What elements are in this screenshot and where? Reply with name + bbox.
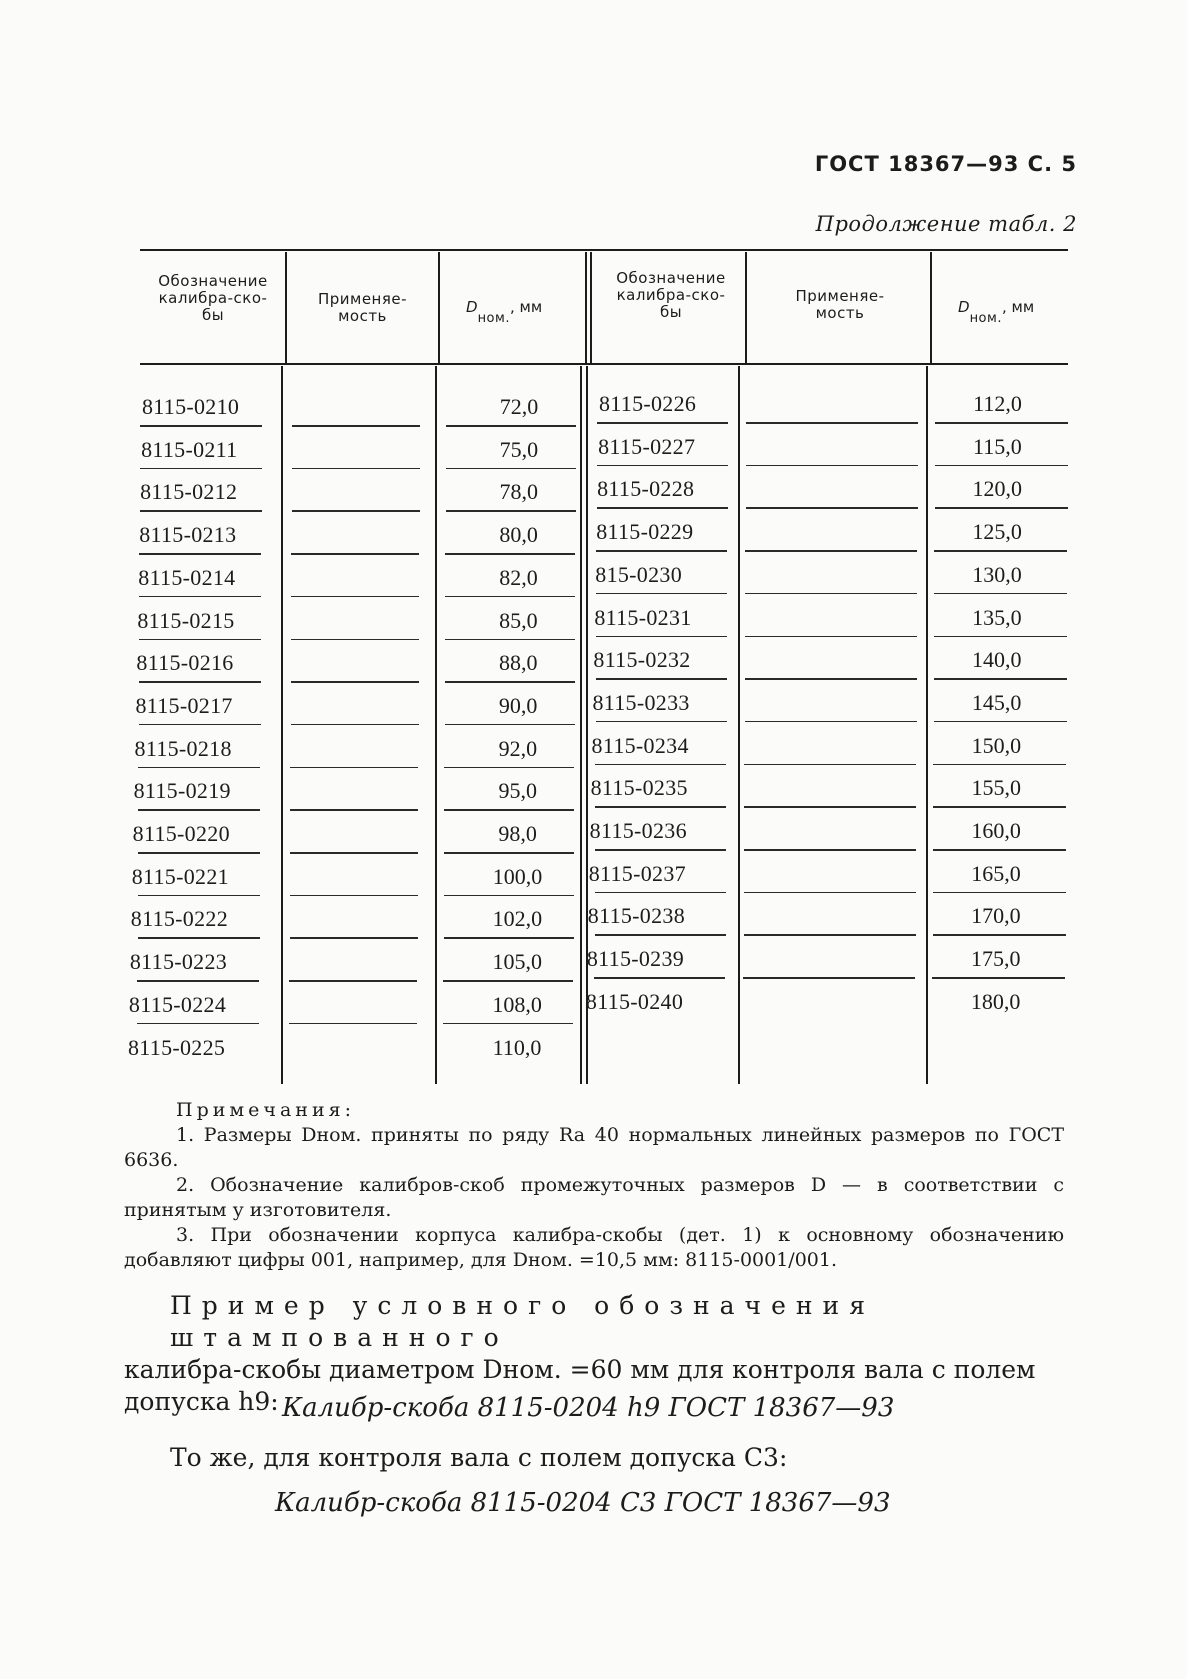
row-rule — [935, 507, 1068, 509]
row-rule — [137, 1023, 259, 1025]
col-divider-double — [580, 366, 582, 1084]
row-rule — [934, 721, 1067, 723]
example-line: калибра-скобы диаметром Dном. =60 мм для контроля вала с полем — [124, 1355, 1036, 1384]
cell-code: 8115-0219 — [133, 778, 231, 804]
cell-code: 8115-0231 — [594, 604, 692, 630]
header-designation: Обозначение калибра-ско- бы — [616, 269, 726, 321]
row-rule — [934, 678, 1067, 680]
header-applicability: Применяе- мость — [317, 290, 408, 325]
designation-h9: Калибр-скоба 8115-0204 h9 ГОСТ 18367—93 — [282, 1393, 895, 1423]
example-same-text: То же, для контроля вала с полем допуска C3: — [170, 1443, 788, 1472]
cell-d-nominal: 95,0 — [498, 778, 538, 804]
row-rule — [596, 636, 727, 638]
cell-code: 815-0230 — [595, 561, 682, 587]
cell-d-nominal: 160,0 — [971, 818, 1021, 843]
row-rule — [291, 553, 419, 555]
cell-d-nominal: 125,0 — [972, 519, 1022, 545]
row-rule — [292, 468, 420, 470]
row-rule — [595, 764, 726, 766]
cell-code: 8115-0232 — [593, 647, 691, 673]
row-rule — [744, 764, 916, 766]
cell-d-nominal: 102,0 — [492, 906, 543, 932]
row-rule — [444, 767, 574, 769]
cell-code: 8115-0237 — [588, 860, 686, 886]
cell-d-nominal: 140,0 — [971, 647, 1022, 673]
cell-code: 8115-0233 — [592, 689, 690, 715]
row-rule — [138, 937, 260, 939]
row-rule — [596, 721, 727, 723]
cell-d-nominal: 75,0 — [499, 436, 539, 462]
cell-code: 8115-0215 — [137, 607, 235, 633]
cell-code: 8115-0222 — [130, 906, 229, 932]
col-divider — [926, 366, 928, 1084]
row-rule — [290, 767, 418, 769]
row-rule — [595, 806, 726, 808]
row-rule — [745, 678, 917, 680]
row-rule — [935, 465, 1068, 467]
cell-code: 8115-0210 — [142, 394, 240, 419]
cell-d-nominal: 135,0 — [972, 604, 1022, 630]
cell-code: 8115-0212 — [140, 479, 238, 505]
cell-code: 8115-0238 — [587, 903, 686, 929]
row-rule — [291, 724, 419, 726]
row-rule — [138, 809, 260, 811]
row-rule — [933, 806, 1066, 808]
table-caption: Продолжение табл. 2 — [815, 212, 1077, 236]
cell-code: 8115-0239 — [586, 946, 685, 972]
col-divider — [281, 366, 283, 1084]
row-rule — [139, 681, 261, 683]
row-rule — [934, 593, 1067, 595]
header-d-nominal: Dном., мм — [958, 298, 1035, 326]
example-line: допуска h9: — [124, 1387, 279, 1416]
row-rule — [595, 892, 726, 894]
cell-d-nominal: 155,0 — [971, 775, 1022, 801]
header-bottom-rule — [140, 363, 1068, 365]
note-item: 2. Обозначение калибров-скоб промежуточных размеров D — в соответствии с принятым у изготовителя. — [124, 1174, 1064, 1221]
row-rule — [290, 937, 418, 939]
col-divider-double — [586, 366, 588, 1084]
row-rule — [443, 1023, 573, 1025]
cell-code: 8115-0223 — [129, 949, 228, 975]
row-rule — [595, 849, 726, 851]
cell-d-nominal: 112,0 — [973, 391, 1022, 416]
row-rule — [289, 980, 417, 982]
row-rule — [934, 636, 1067, 638]
table-top-rule — [140, 249, 1068, 251]
row-rule — [935, 422, 1068, 424]
col-divider-double — [585, 252, 587, 363]
note-item: 3. При обозначении корпуса калибра-скобы (дет. 1) к основному обозначению добавляют цифры 001, например, для Dном. =10,5 мм: 8115-0001/001. — [124, 1224, 1064, 1271]
notes-title: Примечания: — [176, 1099, 356, 1121]
cell-code: 8115-0216 — [136, 650, 234, 676]
cell-code: 8115-0227 — [598, 433, 696, 459]
header-designation: Обозначение калибра-ско- бы — [158, 272, 268, 324]
row-rule — [139, 724, 261, 726]
cell-code: 8115-0225 — [128, 1034, 226, 1060]
cell-code: 8115-0235 — [590, 775, 688, 801]
cell-d-nominal: 92,0 — [498, 735, 538, 761]
row-rule — [138, 895, 260, 897]
row-rule — [290, 852, 418, 854]
col-divider — [438, 252, 440, 363]
cell-d-nominal: 72,0 — [499, 394, 539, 419]
row-rule — [597, 422, 728, 424]
row-rule — [746, 507, 918, 509]
row-rule — [932, 977, 1065, 979]
col-divider — [285, 252, 287, 363]
row-rule — [744, 849, 916, 851]
row-rule — [291, 639, 419, 641]
row-rule — [934, 550, 1067, 552]
cell-d-nominal: 98,0 — [498, 821, 537, 846]
row-rule — [743, 977, 915, 979]
row-rule — [445, 724, 575, 726]
row-rule — [290, 809, 418, 811]
cell-code: 8115-0226 — [599, 391, 697, 416]
cell-d-nominal: 145,0 — [971, 689, 1022, 715]
col-divider — [435, 366, 437, 1084]
cell-d-nominal: 130,0 — [972, 561, 1022, 587]
row-rule — [745, 550, 917, 552]
row-rule — [289, 1023, 417, 1025]
row-rule — [445, 553, 575, 555]
cell-d-nominal: 115,0 — [973, 433, 1022, 459]
row-rule — [444, 937, 574, 939]
row-rule — [444, 809, 574, 811]
cell-code: 8115-0224 — [128, 991, 227, 1017]
cell-d-nominal: 80,0 — [499, 522, 538, 548]
cell-code: 8115-0214 — [138, 564, 236, 590]
cell-code: 8115-0229 — [596, 519, 694, 545]
row-rule — [446, 425, 576, 427]
row-rule — [933, 934, 1066, 936]
cell-d-nominal: 88,0 — [498, 650, 538, 676]
cell-code: 8115-0228 — [597, 476, 695, 502]
notes — [124, 1098, 1064, 1273]
row-rule — [597, 507, 728, 509]
row-rule — [445, 639, 575, 641]
cell-d-nominal: 78,0 — [499, 479, 538, 505]
row-rule — [746, 422, 918, 424]
row-rule — [291, 681, 419, 683]
row-rule — [138, 767, 260, 769]
row-rule — [292, 510, 420, 512]
cell-code: 8115-0220 — [132, 821, 230, 846]
note-item: 1. Размеры Dном. приняты по ряду Ra 40 нормальных линейных размеров по ГОСТ 6636. — [124, 1124, 1064, 1171]
col-divider — [745, 252, 747, 363]
row-rule — [292, 425, 420, 427]
cell-code: 8115-0240 — [585, 988, 684, 1014]
cell-d-nominal: 165,0 — [971, 860, 1021, 886]
row-rule — [139, 596, 261, 598]
row-rule — [594, 977, 725, 979]
cell-d-nominal: 110,0 — [492, 1034, 542, 1060]
row-rule — [745, 593, 917, 595]
row-rule — [744, 892, 916, 894]
col-divider-double — [590, 252, 592, 363]
cell-d-nominal: 175,0 — [971, 946, 1021, 972]
row-rule — [140, 510, 262, 512]
row-rule — [290, 895, 418, 897]
row-rule — [444, 895, 574, 897]
row-rule — [744, 806, 916, 808]
row-rule — [139, 553, 261, 555]
cell-code: 8115-0213 — [139, 522, 237, 548]
row-rule — [139, 639, 261, 641]
row-rule — [140, 425, 262, 427]
row-rule — [745, 636, 917, 638]
cell-d-nominal: 150,0 — [971, 732, 1022, 758]
col-divider — [738, 366, 740, 1084]
cell-d-nominal: 108,0 — [492, 991, 542, 1017]
cell-d-nominal: 100,0 — [492, 863, 543, 889]
cell-code: 8115-0221 — [131, 863, 229, 889]
cell-d-nominal: 105,0 — [492, 949, 543, 975]
row-rule — [443, 980, 573, 982]
designation-c3: Калибр-скоба 8115-0204 C3 ГОСТ 18367—93 — [275, 1488, 891, 1518]
row-rule — [596, 550, 727, 552]
row-rule — [596, 593, 727, 595]
cell-d-nominal: 180,0 — [970, 988, 1021, 1014]
row-rule — [291, 596, 419, 598]
cell-d-nominal: 120,0 — [972, 476, 1022, 502]
example-line: Пример условного обозначения штампованного — [170, 1291, 875, 1352]
col-divider — [930, 252, 932, 363]
row-rule — [933, 764, 1066, 766]
row-rule — [446, 468, 576, 470]
cell-code: 8115-0218 — [134, 735, 232, 761]
cell-code: 8115-0234 — [591, 732, 689, 758]
row-rule — [140, 468, 262, 470]
row-rule — [744, 934, 916, 936]
cell-d-nominal: 82,0 — [499, 564, 538, 590]
row-rule — [137, 980, 259, 982]
cell-code: 8115-0211 — [141, 436, 238, 462]
row-rule — [933, 892, 1066, 894]
page-header: ГОСТ 18367—93 С. 5 — [814, 152, 1077, 176]
cell-d-nominal: 170,0 — [971, 903, 1021, 929]
cell-d-nominal: 90,0 — [498, 692, 538, 718]
row-rule — [596, 678, 727, 680]
row-rule — [597, 465, 728, 467]
row-rule — [444, 852, 574, 854]
header-d-nominal: Dном., мм — [466, 298, 543, 326]
header-applicability: Применяе- мость — [795, 287, 885, 322]
cell-code: 8115-0236 — [589, 818, 687, 843]
row-rule — [445, 681, 575, 683]
row-rule — [745, 721, 917, 723]
row-rule — [595, 934, 726, 936]
row-rule — [746, 465, 918, 467]
row-rule — [446, 510, 576, 512]
row-rule — [445, 596, 575, 598]
row-rule — [933, 849, 1066, 851]
cell-code: 8115-0217 — [135, 692, 233, 718]
row-rule — [138, 852, 260, 854]
cell-d-nominal: 85,0 — [499, 607, 538, 633]
